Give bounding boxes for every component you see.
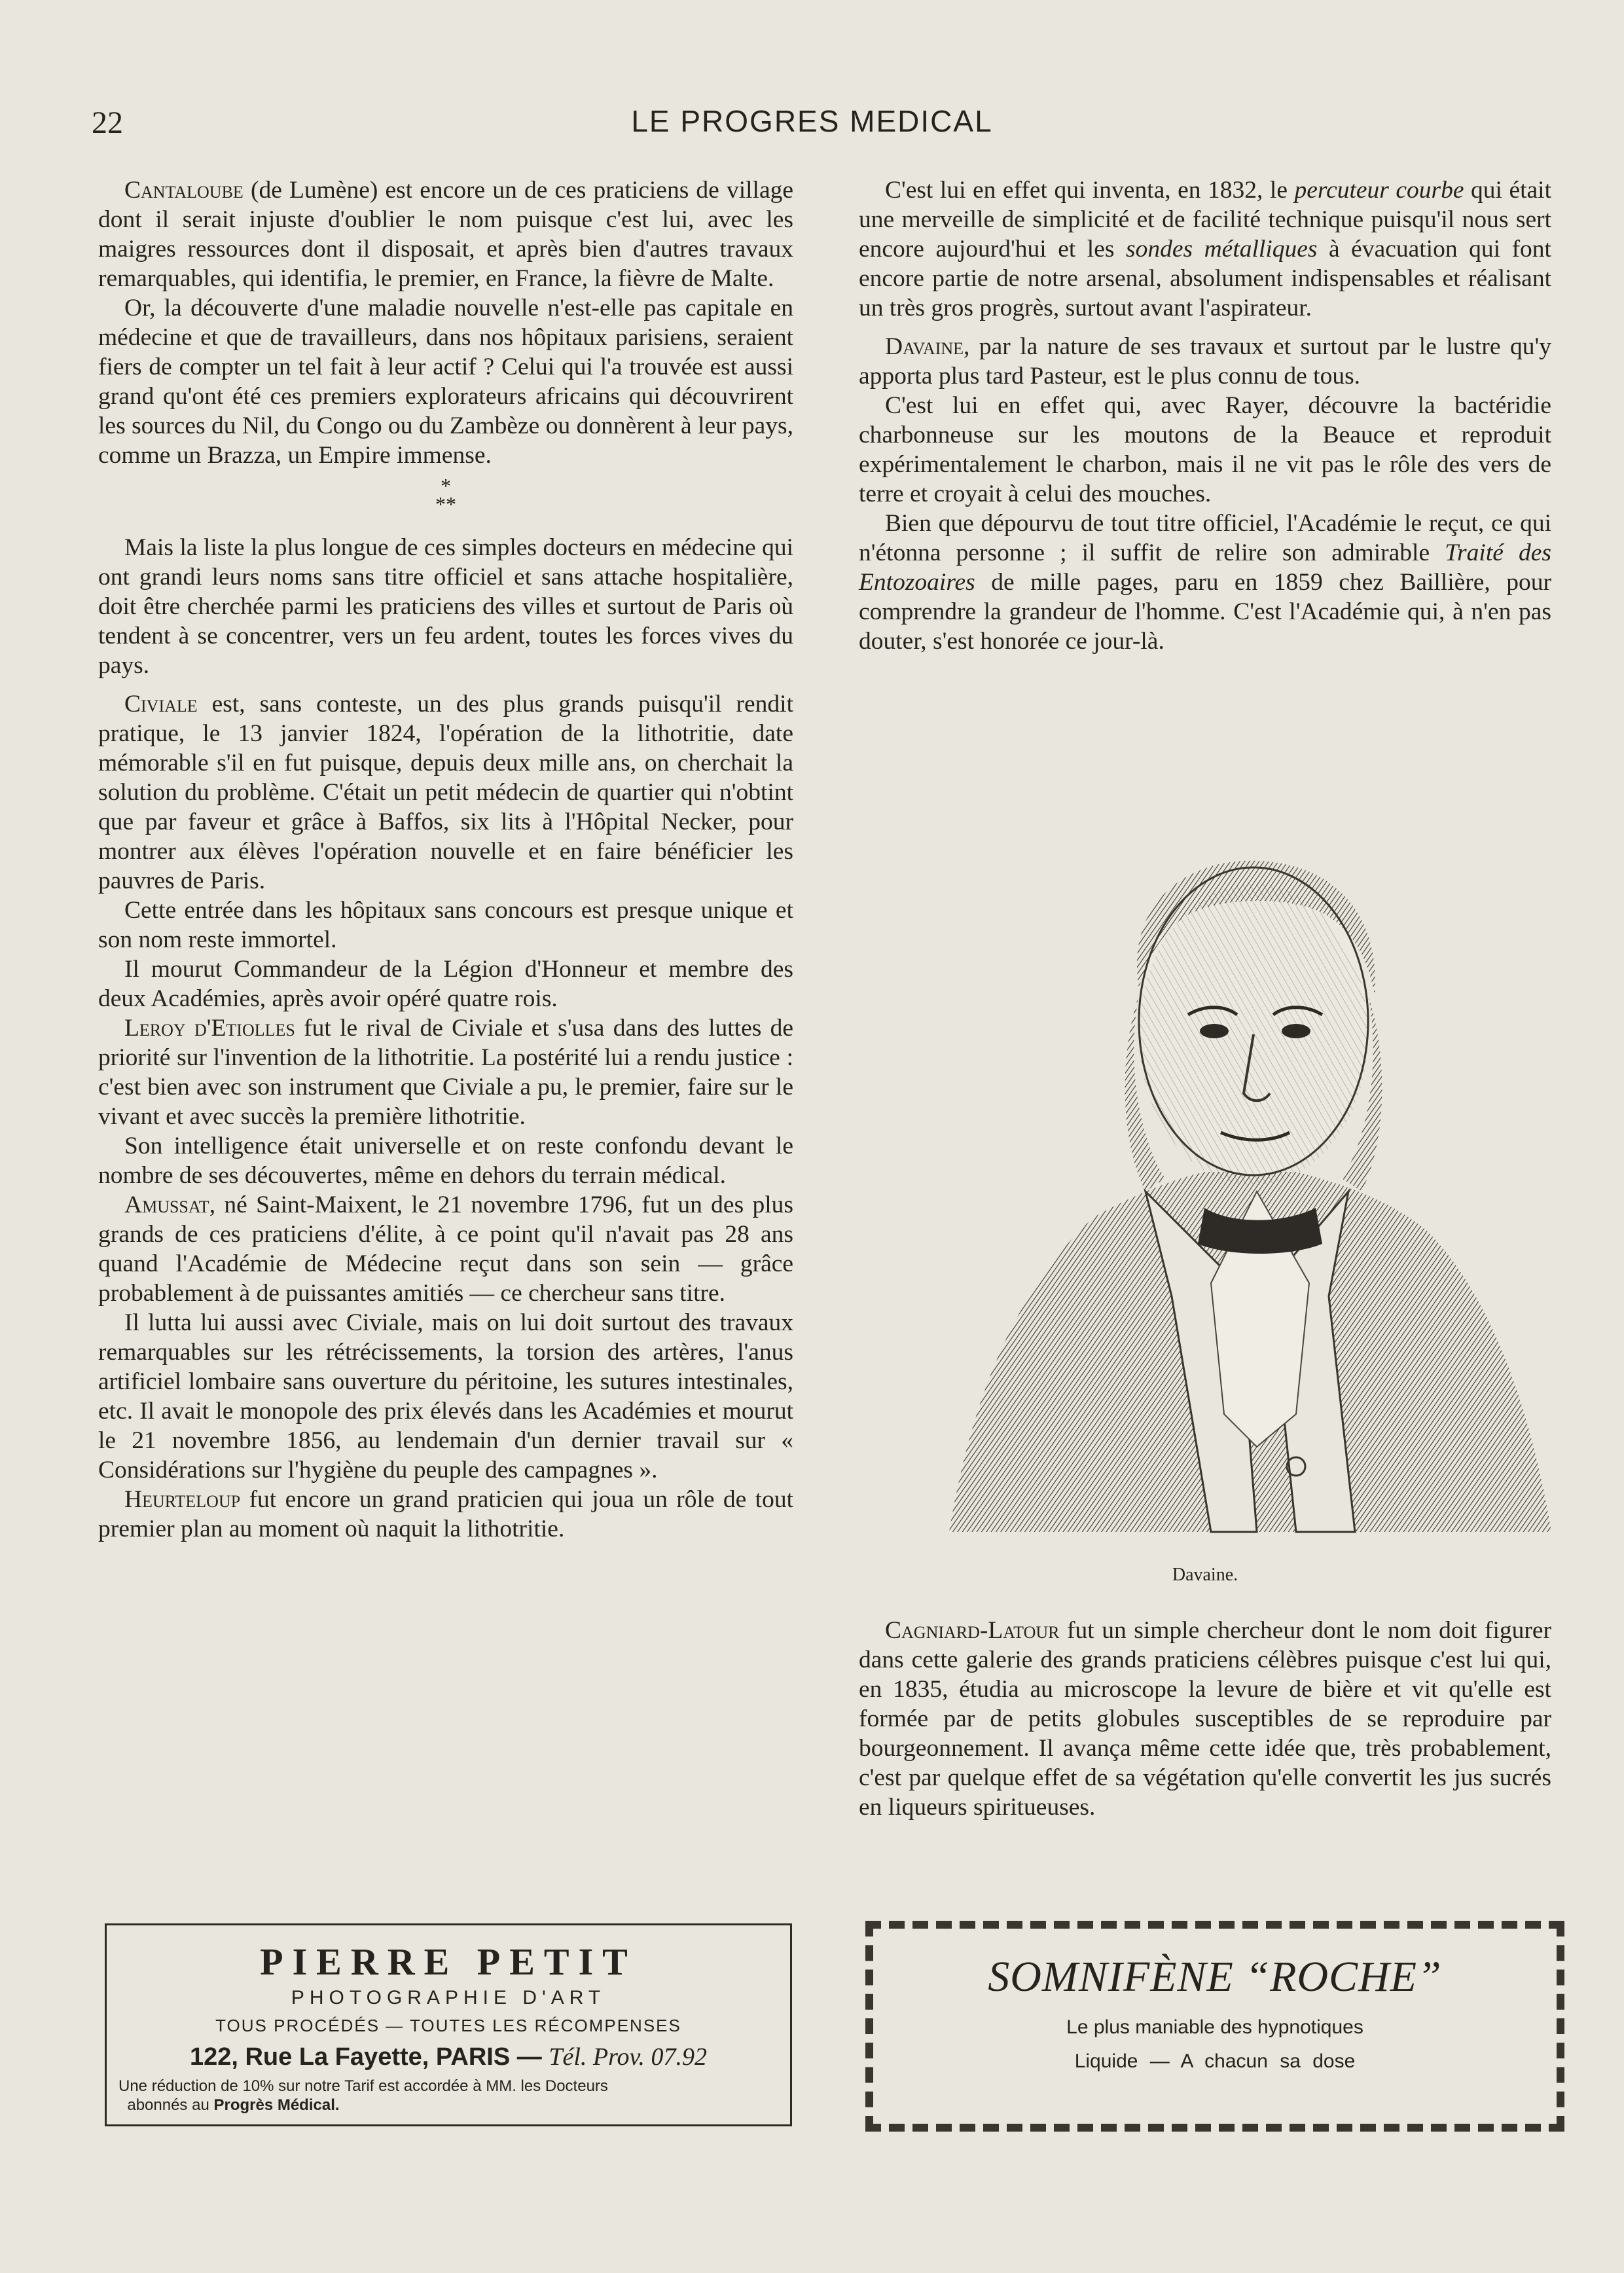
paragraph-text: Or, la découverte d'une maladie nouvelle n'est-elle pas capitale en médecine et que de travailleurs, dans nos hôpitaux parisiens, seraient fiers de compter un tel fait à leur actif ? Celui qui l'a trouvée est aussi grand qu'ont été ces premiers explorateurs africains qui découvrirent les sources du Nil, du Congo ou du Zambèze ou donnèrent à leur pays, comme un Brazza, un Empire immense. bbox=[98, 295, 793, 469]
ad-roche-line1: Le plus maniable des hypnotiques bbox=[1066, 2016, 1363, 2038]
paragraph-leroy bbox=[98, 1013, 793, 1131]
ad-petit-note bbox=[107, 2077, 790, 2115]
name-amussat: Amussat bbox=[124, 1191, 209, 1218]
ad-petit-processes: TOUS PROCÉDÉS — TOUTES LES RÉCOMPENSES bbox=[215, 2016, 681, 2035]
ad-petit-address: 122, Rue La Fayette, PARIS — bbox=[189, 2043, 542, 2071]
ad-roche-line2: Liquide — A chacun sa dose bbox=[1074, 2050, 1356, 2072]
ad-petit-note-line2 bbox=[118, 2096, 790, 2115]
text-run: Bien que dépourvu de tout titre officiel, l'Académie le reçut, ce qui n'étonna personne ; il suffit de relire son admirable bbox=[859, 510, 1551, 566]
name-civiale: Civiale bbox=[124, 691, 198, 718]
paragraph-text: est, sans conteste, un des plus grands puisqu'il rendit pratique, le 13 janvier 1824, l'opération de la lithotritie, date mémorable s'il en fut puisque, depuis deux mille ans, on cherchait la solution du problème. C'était un petit médecin de quartier qui n'obtint que par faveur et grâce à Baffos, six lits à l'Hôpital Necker, pour montrer aux élèves l'opération nouvelle et en faire bénéficier les pauvres de Paris. bbox=[98, 691, 793, 894]
name-davaine: Davaine bbox=[885, 333, 964, 360]
term-sondes: sondes métalliques bbox=[1125, 236, 1318, 263]
text-run: qui était une merveille de simplicité et de facilité technique puisqu'il nous sert encore aujourd'hui et les bbox=[859, 177, 1552, 263]
separator-star-top: * bbox=[441, 474, 451, 498]
book-title: Traité des Entozoaires bbox=[859, 539, 1551, 596]
paragraph-text: fut encore un grand praticien qui joua un rôle de tout premier plan au moment où naquit la lithotritie. bbox=[98, 1486, 793, 1542]
paragraph-text: C'est lui en effet qui, avec Rayer, découvre la bactéridie charbonneuse sur les moutons de la Beauce et reproduit expérimentalement le charbon, mais il ne vit pas le rôle des vers de terre et croyait à celui des mouches. bbox=[859, 392, 1551, 507]
paragraph-cagniard bbox=[859, 1616, 1551, 1822]
text-run: à évacuation qui font encore partie de notre arsenal, absolument indispensables et réalisant un très gros progrès, surtout avant l'aspirateur. bbox=[859, 236, 1551, 321]
paragraph-davaine bbox=[859, 332, 1551, 391]
text-run: de mille pages, paru en 1859 chez Baillière, pour comprendre la grandeur de l'homme. C'est l'Académie qui, à n'en pas douter, s'est honorée ce jour-là. bbox=[859, 569, 1551, 655]
paragraph-text: Son intelligence était universelle et on reste confondu devant le nombre de ses découvertes, même en dehors du terrain médical. bbox=[98, 1133, 793, 1189]
paragraph-civiale bbox=[98, 689, 793, 896]
paragraph-percuteur bbox=[859, 175, 1551, 323]
paragraph-amussat bbox=[98, 1190, 793, 1308]
paragraph-text: Mais la liste la plus longue de ces simples docteurs en médecine qui ont grandi leurs noms sans titre officiel et sans attache hospitalière, doit être cherchée parmi les praticiens des villes et surtout de Paris où tendent à se concentrer, vers un feu ardent, toutes les forces vives du pays. bbox=[98, 534, 793, 679]
advertisement-somnifene bbox=[865, 1921, 1564, 2132]
right-column-top bbox=[859, 175, 1551, 656]
paragraph-text: (de Lumène) est encore un de ces praticiens de village dont il serait injuste d'oublier le nom puisque c'est lui, avec les maigres ressources dont il disposait, et après bien d'autres travaux remarquables, qui identifia, le premier, en France, la fièvre de Malte. bbox=[98, 177, 793, 292]
paragraph-text: , par la nature de ses travaux et surtout par le lustre qu'y apporta plus tard Pasteur, est le plus connu de tous. bbox=[859, 333, 1551, 390]
paragraph-text: Il lutta lui aussi avec Civiale, mais on lui doit surtout des travaux remarquables sur les rétrécissements, la torsion des artères, l'anus artificiel lombaire sans ouverture du péritoine, les sutures intestinales, etc. Il avait le monopole des prix élevés dans les Académies et mourut le 21 novembre 1856, au lendemain d'un dernier travail sur « Considérations sur l'hygiène du peuple des campagnes ». bbox=[98, 1309, 793, 1483]
paragraph-text: fut le rival de Civiale et s'usa dans des luttes de priorité sur l'invention de la lithotritie. La postérité lui a rendu justice : c'est bien avec son instrument que Civiale a pu, le premier, faire sur le vivant et avec succès la première lithotritie. bbox=[98, 1015, 793, 1130]
paragraph-text: , né Saint-Maixent, le 21 novembre 1796, fut un des plus grands de ces praticiens d'élite, à ce point qu'il n'avait pas 28 ans quand l'Académie de Médecine reçut dans son sein — grâce probablement à de puissantes amitiés — ce chercheur sans titre. bbox=[98, 1191, 793, 1307]
separator-star-bottom: ** bbox=[435, 492, 456, 516]
paragraph-heurteloup bbox=[98, 1485, 793, 1544]
ad-petit-phone: Tél. Prov. 07.92 bbox=[549, 2043, 708, 2071]
text-run: C'est lui en effet qui inventa, en 1832, le bbox=[885, 177, 1295, 204]
paragraph-text: Cette entrée dans les hôpitaux sans concours est presque unique et son nom reste immortel. bbox=[98, 897, 793, 953]
term-percuteur: percuteur courbe bbox=[1294, 177, 1464, 204]
portrait-caption: Davaine. bbox=[1172, 1565, 1238, 1585]
paragraph-text: Il mourut Commandeur de la Légion d'Honneur et membre des deux Académies, après avoir opéré quatre rois. bbox=[98, 956, 793, 1012]
ad-petit-name: PIERRE PETIT bbox=[260, 1940, 637, 1983]
journal-name: Progrès Médical. bbox=[213, 2096, 340, 2114]
ad-petit-note-line1: Une réduction de 10% sur notre Tarif est accordée à MM. les Docteurs bbox=[118, 2077, 608, 2095]
ad-petit-address-line bbox=[107, 2043, 790, 2071]
portrait-engraving bbox=[929, 825, 1571, 1558]
paragraph-traite bbox=[859, 509, 1551, 656]
running-head: LE PROGRES MEDICAL bbox=[631, 104, 993, 138]
paragraph-text: fut un simple chercheur dont le nom doit figurer dans cette galerie des grands praticiens célèbres puisque c'est lui qui, en 1835, étudia au microscope la levure de bière et vit qu'elle est formée par de petits globules susceptibles de se reproduire par bourgeonnement. Il avança même cette idée que, très probablement, c'est par quelque effet de sa végétation qu'elle convertit les jus sucrés en liqueurs spiritueuses. bbox=[859, 1617, 1551, 1821]
advertisement-pierre-petit bbox=[105, 1923, 792, 2126]
name-heurteloup: Heurteloup bbox=[124, 1486, 241, 1513]
ad-petit-subtitle: PHOTOGRAPHIE D'ART bbox=[291, 1987, 606, 2009]
left-column bbox=[98, 175, 793, 1544]
paragraph-cantaloube bbox=[98, 175, 793, 293]
name-cagniard: Cagniard-Latour bbox=[885, 1617, 1060, 1644]
page-number: 22 bbox=[92, 105, 123, 140]
davaine-portrait bbox=[929, 825, 1571, 1558]
section-separator bbox=[98, 474, 793, 516]
text-run: abonnés au bbox=[127, 2096, 214, 2114]
right-column-bottom bbox=[859, 1616, 1551, 1822]
name-cantaloube: Cantaloube bbox=[124, 177, 244, 204]
name-leroy: Leroy d'Etiolles bbox=[124, 1015, 295, 1042]
ad-roche-title: SOMNIFÈNE “ROCHE” bbox=[988, 1953, 1442, 2001]
